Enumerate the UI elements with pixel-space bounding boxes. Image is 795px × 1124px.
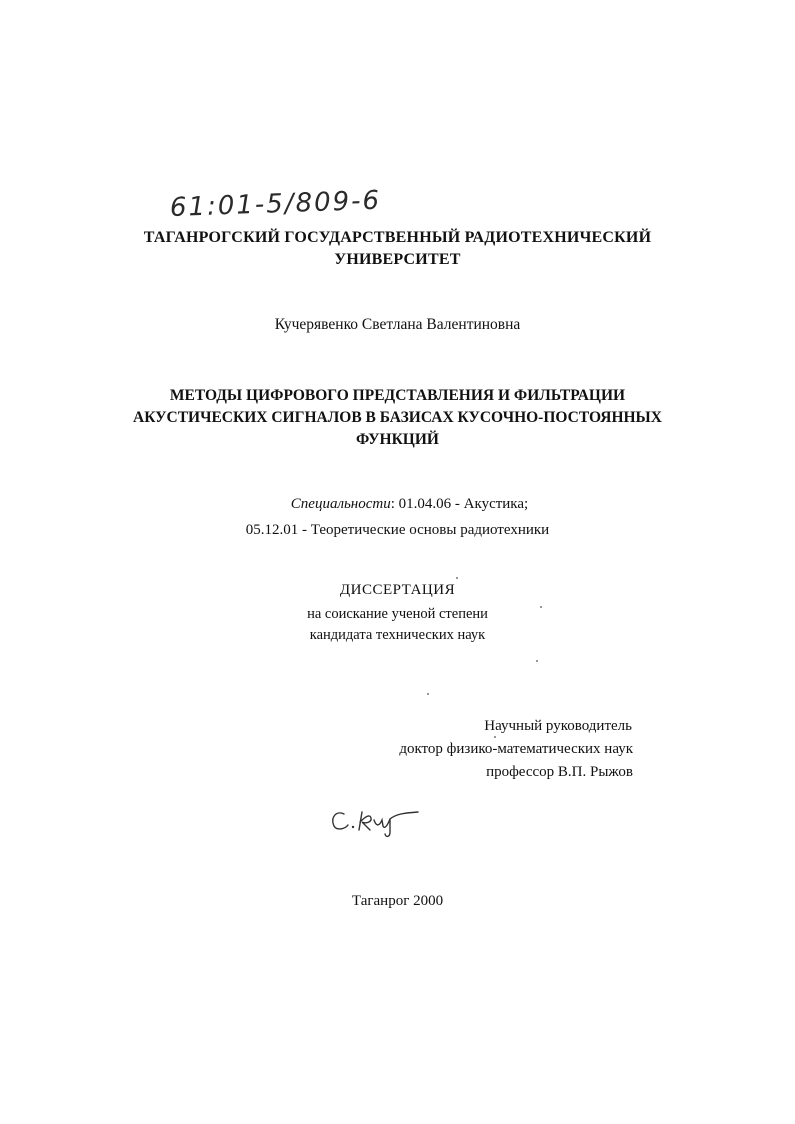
handwritten-signature — [326, 800, 426, 840]
scan-speck — [456, 577, 458, 579]
supervisor-degree: доктор физико-математических наук — [399, 741, 633, 757]
university-name-line1: ТАГАНРОГСКИЙ ГОСУДАРСТВЕННЫЙ РАДИОТЕХНИЧЕСКИЙ — [143, 229, 652, 246]
scan-speck — [494, 736, 496, 738]
document-type: ДИССЕРТАЦИЯ — [339, 582, 456, 598]
specialty-line2: 05.12.01 - Теоретические основы радиотехники — [245, 522, 550, 538]
supervisor-title: Научный руководитель — [484, 718, 632, 734]
thesis-title-line1: МЕТОДЫ ЦИФРОВОГО ПРЕДСТАВЛЕНИЯ И ФИЛЬТРАЦИИ — [169, 387, 626, 404]
scan-speck — [427, 693, 429, 695]
university-name-line2: УНИВЕРСИТЕТ — [334, 251, 461, 268]
degree-line2: кандидата технических наук — [309, 627, 486, 643]
thesis-title-line2: АКУСТИЧЕСКИХ СИГНАЛОВ В БАЗИСАХ КУСОЧНО-ПОСТОЯННЫХ — [133, 409, 662, 426]
author-name: Кучерявенко Светлана Валентиновна — [274, 316, 521, 333]
archive-code-handwritten: 61:01-5/809-6 — [169, 185, 382, 223]
degree-line1: на соискание ученой степени — [307, 606, 488, 622]
scan-speck — [540, 606, 542, 608]
specialty-value-acoustics: : 01.04.06 - Акустика; — [390, 496, 529, 512]
specialty-line1 — [12, 496, 795, 513]
thesis-title-line3: ФУНКЦИЙ — [356, 431, 439, 448]
supervisor-name: профессор В.П. Рыжов — [486, 764, 633, 780]
scan-speck — [536, 660, 538, 662]
place-and-year: Таганрог 2000 — [351, 893, 444, 909]
specialty-label: Специальности — [290, 496, 391, 512]
